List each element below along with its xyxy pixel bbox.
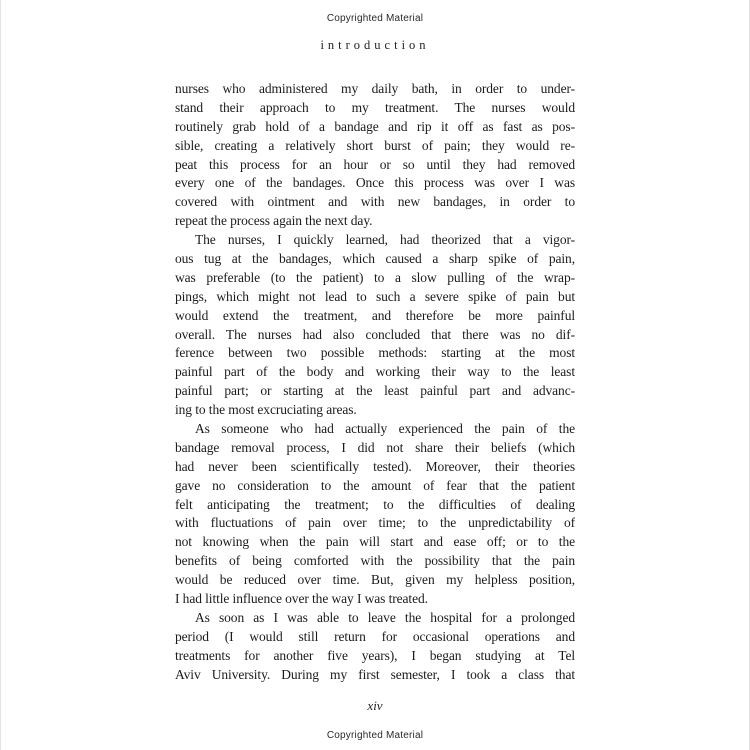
text-line: painful part of the body and working their way to the least	[175, 364, 575, 380]
text-line: As someone who had actually experienced the pain of the	[195, 421, 575, 437]
text-line: ous tug at the bandages, which caused a sharp spike of pain,	[175, 251, 575, 267]
text-line: treatments for another five years), I began studying at Tel	[175, 647, 575, 663]
text-line: covered with ointment and with new bandages, in order to	[175, 194, 575, 210]
text-line: would be reduced over time. But, given my helpless position,	[175, 572, 575, 588]
text-line: benefits of being comforted with the possibility that the pain	[175, 553, 575, 569]
copyright-notice-bottom: Copyrighted Material	[326, 730, 424, 741]
text-line: peat this process for an hour or so until they had removed	[175, 156, 575, 172]
text-line: gave no consideration to the amount of fear that the patient	[175, 477, 575, 493]
text-line: ference between two possible methods: starting at the most	[175, 345, 575, 361]
text-line: was preferable (to the patient) to a slow pulling of the wrap-	[175, 269, 575, 285]
text-line: As soon as I was able to leave the hospital for a prolonged	[195, 609, 575, 625]
page-number: xiv	[367, 697, 383, 713]
text-line: nurses who administered my daily bath, in order to under-	[175, 81, 575, 96]
text-line: routinely grab hold of a bandage and rip it off as fast as pos-	[175, 118, 575, 134]
text-line: ing to the most excruciating areas.	[175, 402, 357, 418]
text-line: with fluctuations of pain over time; to the unpredictability of	[175, 515, 575, 531]
text-line: not knowing when the pain will start and ease off; or to the	[175, 534, 575, 550]
text-line: repeat the process again the next day.	[175, 213, 373, 229]
text-line: bandage removal process, I did not share their beliefs (which	[175, 439, 575, 455]
text-line: The nurses, I quickly learned, had theorized that a vigor-	[195, 232, 575, 248]
text-line: I had little influence over the way I was treated.	[175, 591, 428, 607]
chapter-header: introduction	[320, 38, 430, 52]
text-line: overall. The nurses had also concluded that there was no dif-	[175, 326, 575, 342]
text-line: would extend the treatment, and therefore be more painful	[175, 307, 575, 323]
text-line: sible, creating a relatively short burst of pain; they would re-	[175, 137, 575, 153]
text-line: Aviv University. During my first semester, I took a class that	[175, 666, 575, 682]
text-line: pings, which might not lead to such a severe spike of pain but	[175, 288, 575, 304]
text-line: period (I would still return for occasional operations and	[175, 628, 575, 644]
text-line: felt anticipating the treatment; to the difficulties of dealing	[175, 496, 575, 512]
page-body	[175, 80, 575, 685]
text-line: every one of the bandages. Once this process was over I was	[175, 175, 575, 191]
text-line: had never been scientifically tested). Moreover, their theories	[175, 458, 575, 474]
text-line: stand their approach to my treatment. The nurses would	[175, 99, 575, 115]
text-line: painful part; or starting at the least painful part and advanc-	[175, 383, 575, 399]
copyright-notice-top: Copyrighted Material	[326, 13, 424, 24]
